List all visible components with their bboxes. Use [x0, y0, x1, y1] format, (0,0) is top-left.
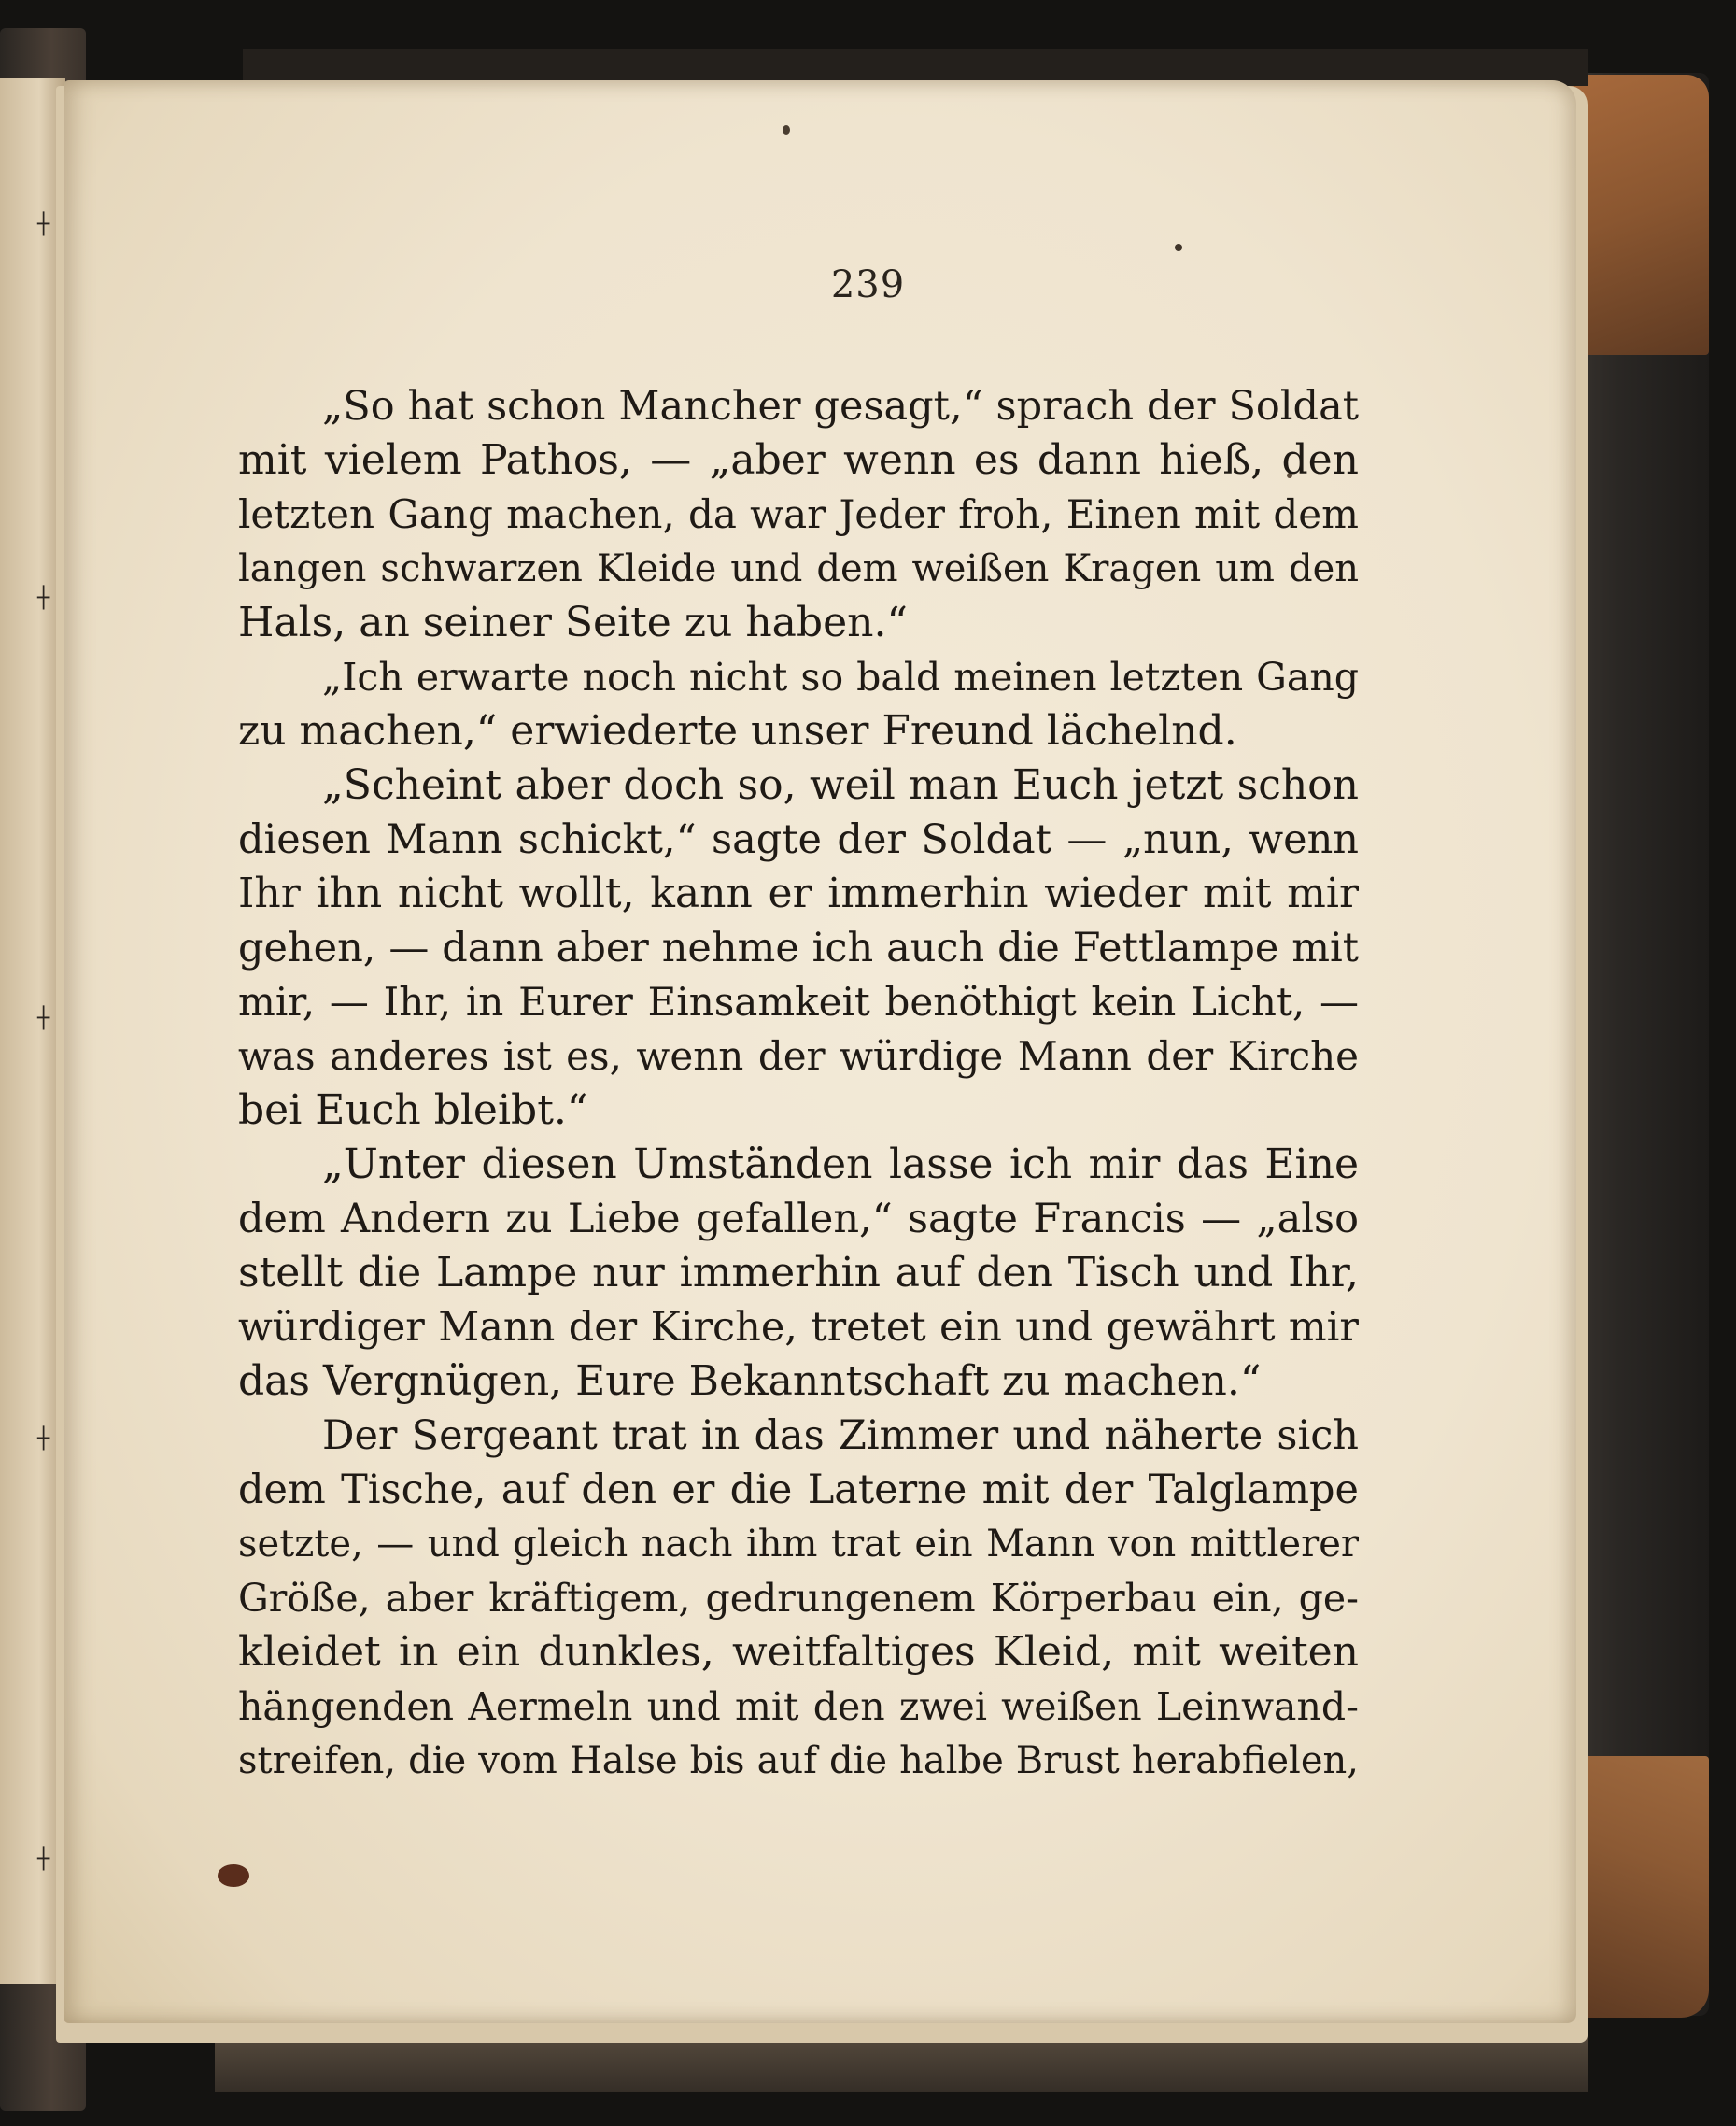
- text-line: würdiger Mann der Kirche, tretet ein und gewährt mir: [238, 1304, 1359, 1351]
- text-line: „Ich erwarte noch nicht so bald meinen letzten Gang: [322, 655, 1359, 700]
- ink-stain: [218, 1864, 249, 1887]
- text-line: dem Andern zu Liebe gefallen,“ sagte Francis — „also: [238, 1196, 1359, 1242]
- page-number: 239: [830, 263, 906, 306]
- text-line: stellt die Lampe nur immerhin auf den Tisch und Ihr,: [238, 1249, 1359, 1297]
- binding-stitch-icon: ┼: [37, 1007, 50, 1030]
- text-line: mit vielem Pathos, — „aber wenn es dann hieß, den: [238, 436, 1359, 484]
- text-line: Ihr ihn nicht wollt, kann er immerhin wieder mit mir: [238, 870, 1359, 917]
- text-line: bei Euch bleibt.“: [238, 1086, 588, 1134]
- binding-stitch-icon: ┼: [37, 213, 50, 236]
- text-line: diesen Mann schickt,“ sagte der Soldat — „nun, wenn: [238, 816, 1359, 863]
- text-line: „Unter diesen Umständen lasse ich mir das Eine: [322, 1141, 1359, 1188]
- text-line: Größe, aber kräftigem, gedrungenem Körperbau ein, ge-: [238, 1576, 1359, 1621]
- text-line: mir, — Ihr, in Eurer Einsamkeit benöthigt kein Licht, —: [238, 979, 1359, 1025]
- text-line: setzte, — und gleich nach ihm trat ein Mann von mittlerer: [238, 1523, 1359, 1566]
- body-text: [238, 379, 1359, 1788]
- text-line: langen schwarzen Kleide und dem weißen Kragen um den: [238, 547, 1359, 590]
- text-line: letzten Gang machen, da war Jeder froh, Einen mit dem: [238, 491, 1359, 537]
- text-line: hängenden Aermeln und mit den zwei weißen Leinwand-: [238, 1684, 1359, 1729]
- text-line: Hals, an seiner Seite zu haben.“: [238, 599, 908, 646]
- text-line: Der Sergeant trat in das Zimmer und näherte sich: [322, 1412, 1359, 1459]
- text-line: was anderes ist es, wenn der würdige Mann der Kirche: [238, 1033, 1359, 1079]
- leather-corner-bottom: [1578, 1756, 1709, 2018]
- page-speck: [1175, 244, 1182, 251]
- text-line: gehen, — dann aber nehme ich auch die Fettlampe mit: [238, 925, 1359, 971]
- page-speck: [783, 125, 790, 135]
- binding-stitch-icon: ┼: [37, 1848, 50, 1871]
- binding-stitch-icon: ┼: [37, 587, 50, 610]
- text-line: kleidet in ein dunkles, weitfaltiges Kleid, mit weiten: [238, 1628, 1359, 1676]
- text-line: das Vergnügen, Eure Bekanntschaft zu machen.“: [238, 1357, 1262, 1405]
- text-line: „So hat schon Mancher gesagt,“ sprach der Soldat: [322, 383, 1359, 430]
- text-line: „Scheint aber doch so, weil man Euch jetzt schon: [322, 761, 1359, 809]
- binding-stitch-icon: ┼: [37, 1427, 50, 1451]
- text-line: streifen, die vom Halse bis auf die halbe Brust herabfielen,: [238, 1739, 1359, 1782]
- text-line: dem Tische, auf den er die Laterne mit der Talglampe: [238, 1467, 1359, 1513]
- text-line: zu machen,“ erwiederte unser Freund lächelnd.: [238, 707, 1237, 755]
